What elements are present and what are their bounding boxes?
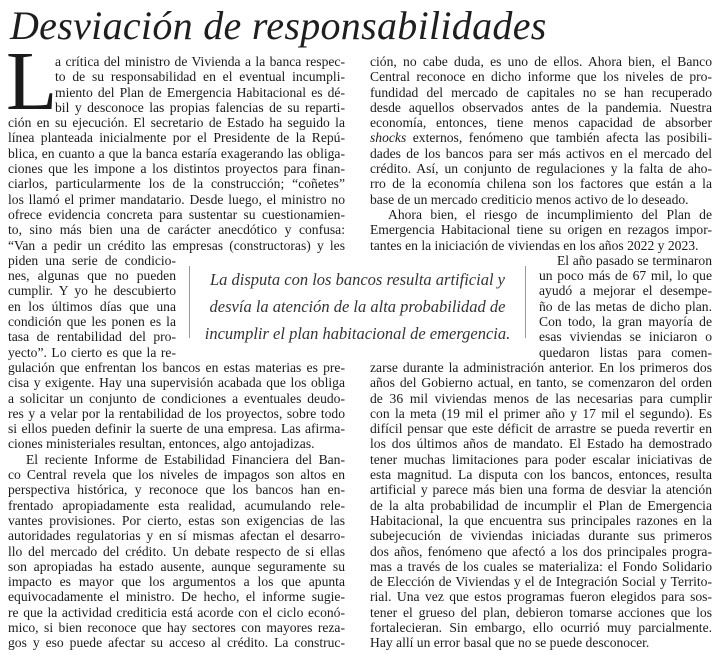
text-line: tantes en la iniciación de viviendas en los años 2022 y 2023. [370, 237, 699, 253]
text-line: ofrece evidencia concreta para sustentar su cuestionamien- [8, 206, 345, 222]
text-line: subejecución de viviendas iniciadas durante sus primeros [370, 528, 712, 544]
text-line: con la meta (19 mil el primer año y 17 mil el segundo). Es [370, 405, 712, 421]
text-line: cumplir. Y yo he descubierto [8, 283, 176, 299]
text-line: gos y eso puede afectar su acceso al crédito. La construc- [8, 635, 345, 651]
emphasis: shocks [370, 130, 407, 146]
text-line: de Elección de Viviendas y el de Integración Social y Territo- [370, 574, 712, 590]
text-line: a crítica del ministro de Vivienda a la banca respec- [55, 54, 345, 69]
text-line: son apropiadas ha estado ausente, aunque seguramente su [8, 558, 345, 574]
text-line: esta magnitud. La disputa con los bancos, entonces, resulta [370, 467, 712, 483]
text-line: “Van a pedir un crédito las empresas (constructoras) y les [8, 237, 345, 253]
text-line: Habitacional, la que encuentra sus principales razones en la [370, 512, 712, 528]
text-line: crédito. Así, un conjunto de regulaciones y la falta de aho- [370, 161, 712, 177]
text-line: piden una serie de condicio- [8, 252, 176, 268]
text-line: ciones que les impone a los distintos proyectos para finan- [8, 161, 345, 177]
text-line: línea planteada inicialmente por el Presidente de la Repú- [8, 130, 345, 146]
text-line: impacto es mayor que los argumentos a los que apunta [8, 574, 345, 590]
text-line: en los últimos días que una [8, 298, 176, 314]
text-line: mico, si bien reconoce que hay sectores con mayores reza- [8, 619, 345, 635]
text-line: frentado apropiadamente esta realidad, acumulando rele- [8, 497, 345, 513]
text-line: El reciente Informe de Estabilidad Financiera del Ban- [26, 451, 345, 467]
text-line: los dos últimos años de mandato. El Estado ha demostrado [370, 436, 712, 452]
text-line: tener muchas limitaciones para poder escalar iniciativas de [370, 451, 712, 467]
text-line: to de su responsabilidad en el eventual incumpli- [55, 69, 345, 85]
text-line: nes, algunas que no pueden [8, 268, 176, 284]
text-line: si ellos pueden definir la suerte de una empresa. Las afirma- [8, 421, 345, 437]
text-line: rial. Una vez que estos programas fueron elegidos para sos- [370, 589, 712, 605]
text-line: base de un mercado crediticio menos activo de lo deseado. [370, 191, 689, 207]
pull-quote-line: La disputa con los bancos resulta artificial y [209, 270, 505, 289]
text-line: yecto”. Lo cierto es que la re- [8, 344, 176, 360]
text-line: dos años, fenómeno que afectó a los dos principales progra- [370, 543, 712, 559]
text-line: ño de las metas de dicho plan. [539, 298, 712, 314]
text-line: llo del mercado del crédito. Un debate respecto de si ellas [8, 543, 345, 559]
text-line: dades de los bancos para ser más activos en el mercado del [370, 145, 712, 161]
text-line: los llamó el primer mandatario. Desde luego, el ministro no [8, 191, 345, 207]
drop-cap: L [6, 35, 58, 128]
text-line: quedaron listas para comen- [539, 344, 712, 360]
text-line: un poco más de 67 mil, lo que [539, 268, 712, 284]
text-line: esas viviendas se iniciaron o [539, 329, 712, 345]
pull-quote-line: desvía la atención de la alta probabilidad de [209, 297, 506, 316]
text-column-1 [8, 54, 345, 651]
text-line: co Central revela que los niveles de impagos son altos en [8, 467, 345, 483]
editorial-title: Desviación de responsabilidades [10, 3, 547, 48]
text-line: miento del Plan de Emergencia Habitacional es dé- [55, 84, 345, 100]
text-line: años del Gobierno actual, en tanto, se comenzaron del orden [370, 375, 712, 391]
pull-quote-line: incumplir el plan habitacional de emergencia. [204, 324, 511, 343]
text-line: difícil pensar que este déficit de arrastre se pueda revertir en [370, 421, 712, 437]
text-line: Ahora bien, el riesgo de incumplimiento del Plan de [388, 206, 712, 222]
text-line: El año pasado se terminaron [557, 252, 712, 268]
text-line: perspectiva histórica, y reconoce que los bancos han en- [8, 482, 345, 498]
text-column-2 [370, 54, 712, 651]
text-line: Con todo, la gran mayoría de [539, 314, 712, 330]
text-line: blica, en cuanto a que la banca estaría exagerando las obliga- [8, 145, 345, 161]
text-line: economía, entonces, tiene menos capacidad de absorber [370, 115, 712, 131]
text-line: ciones ministeriales resultan, entonces, algo antojadizas. [8, 436, 315, 452]
text-line: vantes provisiones. Por cierto, estas son exigencias de las [8, 512, 345, 528]
text-line: autoridades regulatorias y en sí mismas afectan el desarro- [8, 528, 345, 544]
text-line: ayudó a mejorar el desempe- [539, 283, 712, 299]
text-line: ción, no cabe duda, es uno de ellos. Ahora bien, el Banco [370, 54, 712, 69]
text-line: condición que les ponen es la [8, 314, 176, 330]
text-line: mas a través de los cuales se materializa: el Fondo Solidario [370, 558, 712, 574]
text-line: tener el grueso del plan, debieron tomarse acciones que los [370, 604, 712, 620]
text-line: fortalecieran. Sin embargo, ello ocurrió muy parcialmente. [370, 619, 712, 635]
text-line: rro de la economía chilena son los factores que están a la [370, 176, 712, 192]
text-line: zarse durante la administración anterior. En los primeros dos [370, 359, 712, 375]
text-line: a solicitar un conjunto de condiciones a eventuales deudo- [8, 390, 345, 406]
text-line: de 36 mil viviendas menos de las necesarias para cumplir [370, 390, 712, 406]
text-line: artificial y parece más bien una forma de desviar la atención [370, 482, 712, 498]
text-line: re que la actividad crediticia está acorde con el ciclo econó- [8, 604, 345, 620]
text-line: res y a velar por la rentabilidad de los proyectos, sobre todo [8, 405, 345, 421]
text-line: shocks externos, fenómeno que también afecta las posibili- [370, 130, 712, 146]
text-line: to, sino más bien una de carácter anecdótico y confusa: [8, 222, 345, 238]
text-line: cisa y exigente. Hay una supervisión acabada que los obliga [8, 375, 345, 391]
text-line: gulación que enfrentan los bancos en estas materias es pre- [8, 359, 345, 375]
text-line: ciarlos, particularmente los de la construcción; “coñetes” [8, 176, 345, 192]
pull-quote [189, 266, 526, 343]
text-line: Central reconoce en dicho informe que los niveles de pro- [370, 69, 712, 85]
text-line: de la alta probabilidad de incumplir el Plan de Emergencia [370, 497, 712, 513]
text-line: Emergencia Habitacional tiene su origen en rezagos impor- [370, 222, 712, 238]
text-line: fundidad del mercado de capitales no se han recuperado [370, 84, 712, 100]
text-line: bil y desconoce las propias falencias de su reparti- [55, 99, 345, 115]
text-line: ción en su ejecución. El secretario de Estado ha seguido la [8, 115, 345, 131]
text-line: desde aquellos observados antes de la pandemia. Nuestra [370, 99, 712, 115]
text-line: tasa de rentabilidad del pro- [8, 329, 176, 345]
text-line: Hay allí un error basal que no se puede desconocer. [370, 635, 650, 651]
text-line: equivocadamente el ministro. De hecho, el informe sugie- [8, 589, 345, 605]
